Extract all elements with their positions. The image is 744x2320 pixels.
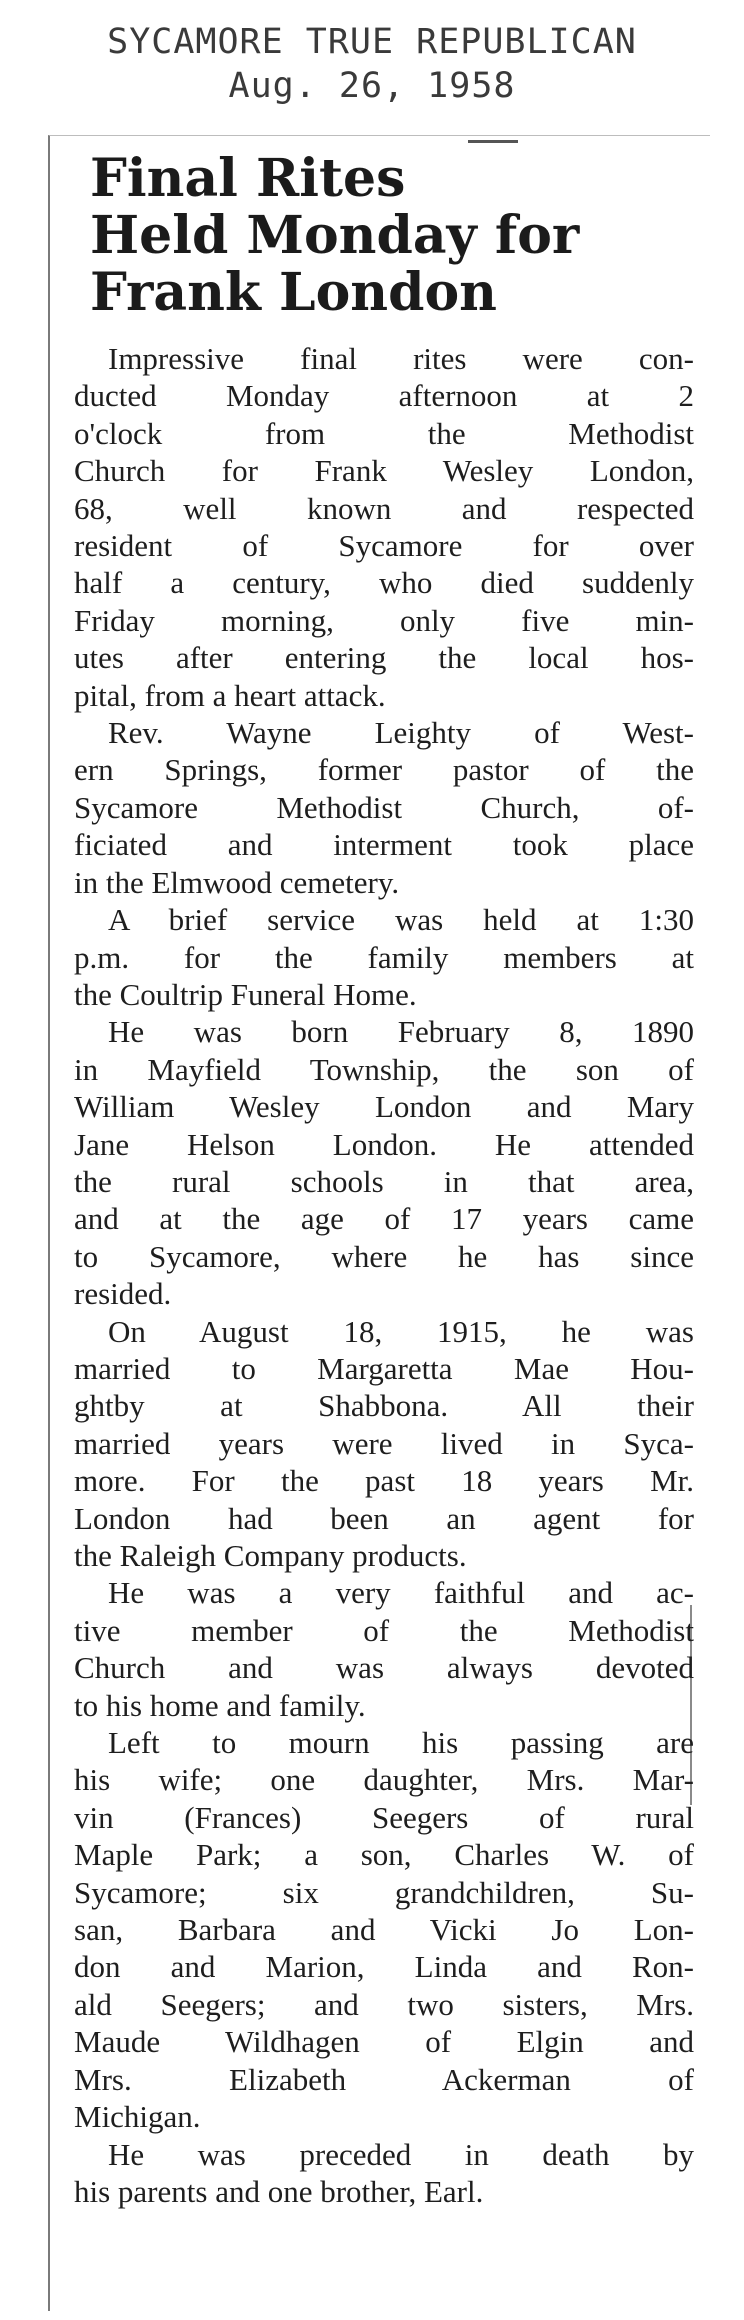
text-line: Maude Wildhagen of Elgin and xyxy=(74,2024,694,2060)
text-line: married years were lived in Syca- xyxy=(74,1425,694,1461)
text-line: Michigan. xyxy=(74,2099,201,2135)
text-line: san, Barbara and Vicki Jo Lon- xyxy=(74,1912,694,1948)
text-line: resided. xyxy=(74,1276,172,1312)
text-line: ald Seegers; and two sisters, Mrs. xyxy=(74,1986,694,2022)
text-line: in the Elmwood cemetery. xyxy=(74,864,400,900)
publication-date: Aug. 26, 1958 xyxy=(228,66,516,106)
text-line: more. For the past 18 years Mr. xyxy=(74,1463,694,1499)
text-line: p.m. for the family members at xyxy=(74,939,694,975)
text-line: his wife; one daughter, Mrs. Mar- xyxy=(74,1762,694,1798)
text-line: Left to mourn his passing are xyxy=(108,1725,694,1761)
paragraph-birth xyxy=(74,1013,694,1312)
paragraph-service xyxy=(74,340,694,714)
text-line: Sycamore Methodist Church, of- xyxy=(74,789,694,825)
text-line: Friday morning, only five min- xyxy=(74,602,694,638)
text-line: pital, from a heart attack. xyxy=(74,677,386,713)
text-line: o'clock from the Methodist xyxy=(74,415,694,451)
text-line: vin (Frances) Seegers of rural xyxy=(74,1799,694,1835)
paragraph-preceded xyxy=(74,2136,694,2211)
paragraph-brief-service xyxy=(74,901,694,1013)
paragraph-officiant xyxy=(74,714,694,901)
text-line: Jane Helson London. He attended xyxy=(74,1126,694,1162)
text-line: William Wesley London and Mary xyxy=(74,1089,694,1125)
column-rule xyxy=(468,140,518,143)
text-line: London had been an agent for xyxy=(74,1500,694,1536)
text-line: A brief service was held at 1:30 xyxy=(108,902,694,938)
headline-line: Frank London xyxy=(90,262,497,323)
text-line: the Raleigh Company products. xyxy=(74,1538,467,1573)
text-line: Mrs. Elizabeth Ackerman of xyxy=(74,2061,694,2097)
text-line: He was preceded in death by xyxy=(108,2136,694,2172)
text-line: and at the age of 17 years came xyxy=(74,1201,694,1237)
text-line: the Coultrip Funeral Home. xyxy=(74,976,417,1012)
text-line: don and Marion, Linda and Ron- xyxy=(74,1949,694,1985)
text-line: He was a very faithful and ac- xyxy=(108,1575,694,1611)
text-line: Rev. Wayne Leighty of West- xyxy=(108,715,694,751)
text-line: to his home and family. xyxy=(74,1687,366,1723)
text-line: Impressive final rites were con- xyxy=(108,341,694,376)
headline-line: Held Monday for xyxy=(90,205,580,266)
text-line: Maple Park; a son, Charles W. of xyxy=(74,1837,694,1873)
headline-line: Final Rites xyxy=(90,148,406,209)
article-body xyxy=(74,340,694,2210)
text-line: half a century, who died suddenly xyxy=(74,565,694,601)
text-line: ern Springs, former pastor of the xyxy=(74,752,694,788)
article-headline xyxy=(90,150,690,321)
text-line: utes after entering the local hos- xyxy=(74,640,694,676)
text-line: the rural schools in that area, xyxy=(74,1163,694,1199)
text-line: 68, well known and respected xyxy=(74,490,694,526)
text-line: in Mayfield Township, the son of xyxy=(74,1051,694,1087)
text-line: ficiated and interment took place xyxy=(74,827,694,863)
text-line: tive member of the Methodist xyxy=(74,1612,694,1648)
paragraph-church xyxy=(74,1574,694,1724)
paragraph-marriage xyxy=(74,1313,694,1575)
publication-name: SYCAMORE TRUE REPUBLICAN xyxy=(107,22,637,62)
text-line: married to Margaretta Mae Hou- xyxy=(74,1350,694,1386)
text-line: Church for Frank Wesley London, xyxy=(74,453,694,489)
paragraph-survivors xyxy=(74,1724,694,2135)
text-line: Church and was always devoted xyxy=(74,1650,694,1686)
text-line: to Sycamore, where he has since xyxy=(74,1238,694,1274)
text-line: his parents and one brother, Earl. xyxy=(74,2173,484,2209)
text-line: ducted Monday afternoon at 2 xyxy=(74,378,694,414)
text-line: On August 18, 1915, he was xyxy=(108,1313,694,1349)
text-line: He was born February 8, 1890 xyxy=(108,1014,694,1050)
text-line: ghtby at Shabbona. All their xyxy=(74,1388,694,1424)
text-line: Sycamore; six grandchildren, Su- xyxy=(74,1874,694,1910)
text-line: resident of Sycamore for over xyxy=(74,528,694,564)
